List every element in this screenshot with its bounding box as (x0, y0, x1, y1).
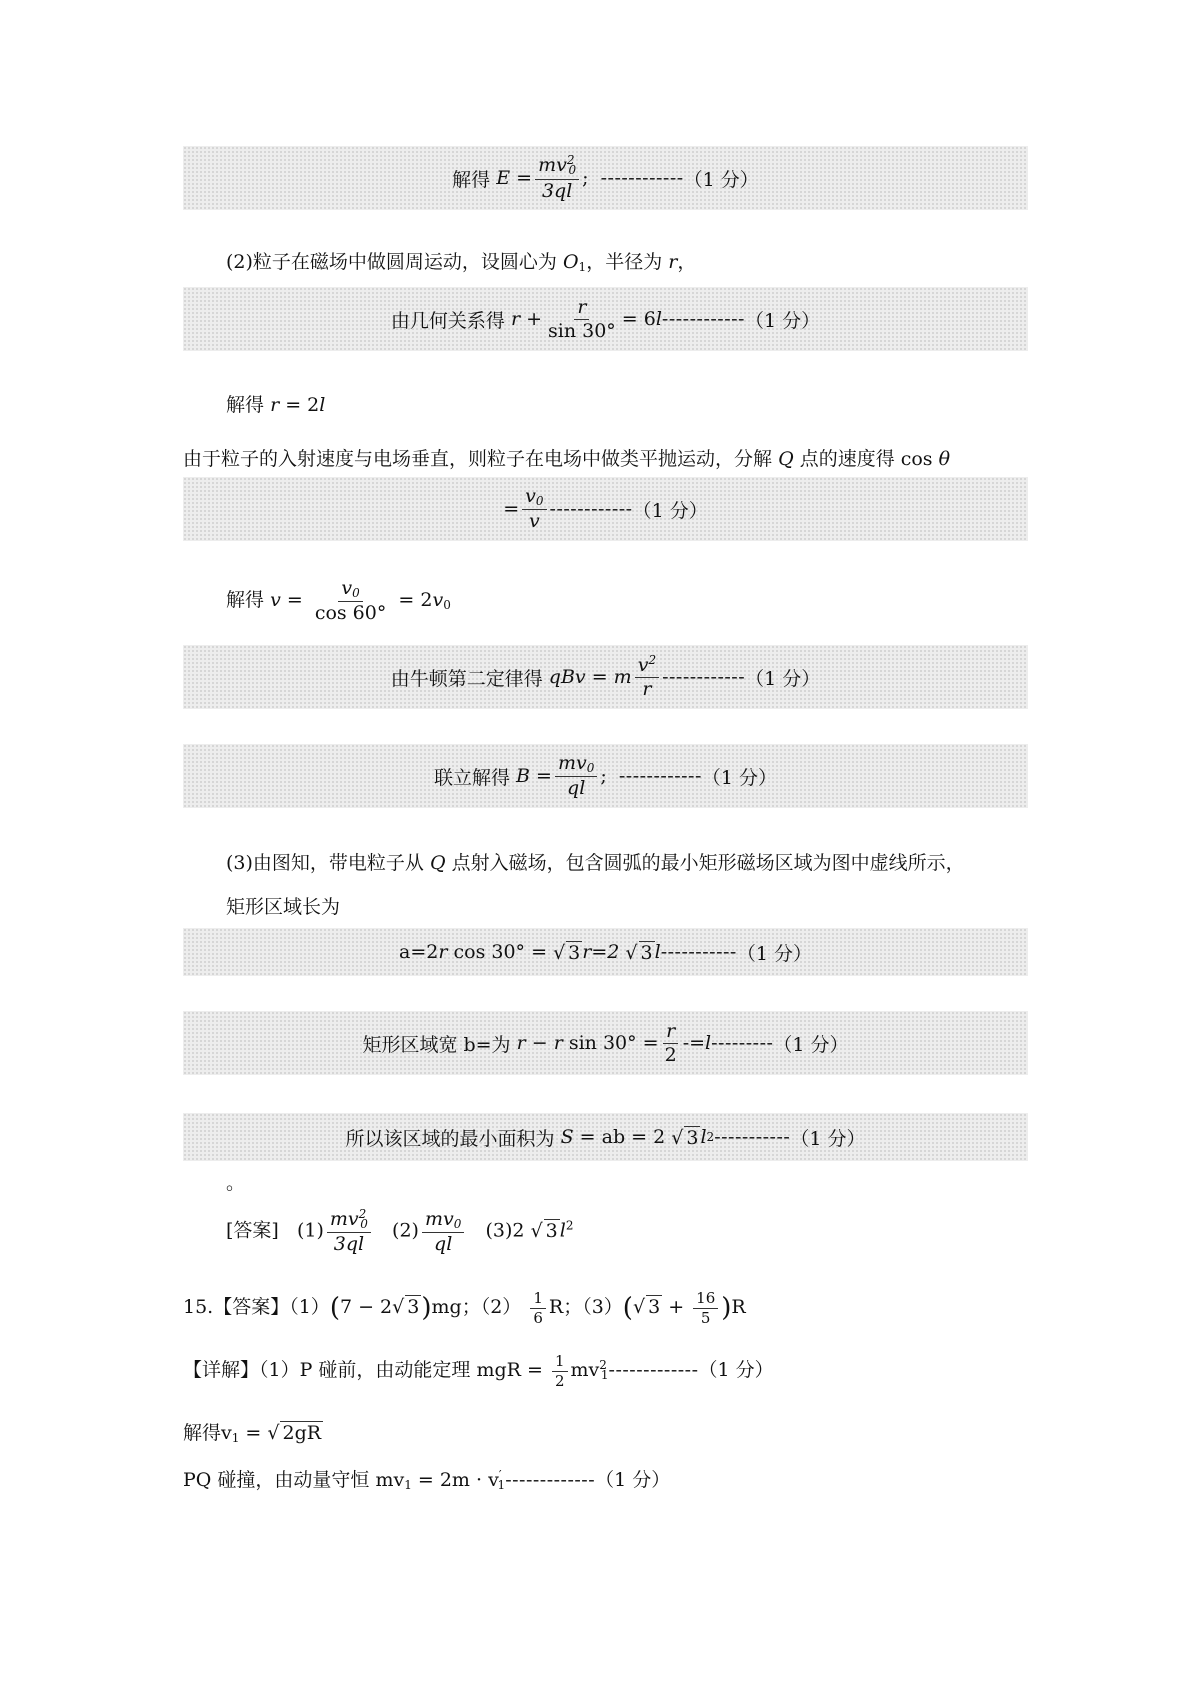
fraction (662, 1021, 680, 1066)
prime: ′ (498, 1468, 502, 1482)
den: r (642, 678, 652, 700)
answer-15-line (183, 1290, 746, 1326)
eq: = (516, 167, 533, 189)
v: v (432, 589, 444, 612)
rad: 3 (640, 941, 653, 964)
solution-line-newton (183, 645, 1028, 709)
m: m (613, 666, 632, 688)
dash: --------- (711, 1032, 774, 1054)
l: l (654, 941, 661, 963)
score: （1 分） (736, 942, 812, 965)
dash: ----------- (714, 1126, 791, 1148)
text: 点射入磁场，包含圆弧的最小矩形磁场区域为图中虚线所示， (451, 852, 965, 874)
sub: 0 (586, 760, 595, 775)
num: r (574, 297, 589, 320)
fraction (552, 1353, 568, 1389)
r: r (438, 941, 448, 963)
text: 。 (226, 1172, 246, 1194)
solution-line-length (183, 928, 1028, 976)
sqrt: √ 3 (632, 1296, 661, 1318)
text: (2) (392, 1219, 419, 1242)
fraction (545, 297, 619, 342)
qBv: qBv (548, 666, 586, 688)
den: 5 (700, 1308, 711, 1327)
text: 联立解得 (433, 766, 510, 789)
sub: 1 (497, 1478, 506, 1492)
text: 解得 (452, 168, 491, 191)
fraction (635, 654, 659, 700)
den: 3ql (541, 179, 573, 202)
score: （1 分） (698, 1359, 774, 1381)
text: 矩形区域宽 b=为 (362, 1033, 511, 1056)
semi: ; (600, 765, 607, 787)
Q: Q (429, 852, 446, 874)
dash: ------------ (600, 167, 684, 189)
sub: 1 (404, 1478, 412, 1492)
score: （1 分） (595, 1469, 671, 1491)
solution-line-area (183, 1113, 1028, 1161)
v: v (270, 589, 281, 612)
den: 6 (533, 1308, 543, 1327)
fraction (530, 1290, 546, 1326)
sup: 2 (648, 653, 657, 668)
sin: sin 30° = (568, 1032, 659, 1054)
sqrt: √ 3 (530, 1219, 558, 1242)
text: 解得v (183, 1422, 232, 1444)
S: S (560, 1126, 574, 1148)
sub: 1 (578, 260, 587, 274)
rad: 3 (407, 1296, 420, 1318)
text-line (226, 1168, 245, 1195)
text: 【详解】（1）P 碰前，由动能定理 mgR = (183, 1359, 543, 1381)
var-E: E (496, 167, 511, 189)
dash: ------------ (662, 666, 746, 688)
den: v (528, 510, 540, 533)
den: ql (567, 777, 586, 800)
den: 2 (554, 1371, 565, 1390)
text: 所以该区域的最小面积为 (345, 1127, 555, 1150)
fraction (312, 578, 390, 624)
eq: = 6 (621, 308, 656, 330)
paren: ) (421, 1293, 432, 1323)
score: （1 分） (745, 667, 821, 690)
eq: =2 (591, 941, 620, 963)
text: a=2 (399, 941, 439, 963)
num: 1 (552, 1353, 568, 1372)
eq: = (239, 1422, 268, 1444)
cos: cos 30° = (453, 941, 548, 963)
sub: 1 (231, 1431, 240, 1445)
rad: 2gR (282, 1422, 322, 1444)
r: r (582, 941, 592, 963)
text: 解得 (226, 589, 265, 612)
rad: 3 (648, 1296, 661, 1318)
text-line (226, 848, 965, 875)
sub: 0 (568, 163, 577, 178)
l: l (655, 308, 662, 330)
dash: ------------ (549, 498, 633, 520)
score: （1 分） (773, 1033, 849, 1056)
detail-line (183, 1353, 774, 1389)
eq: = 2 (285, 394, 320, 416)
text: R (731, 1296, 746, 1318)
num: 1 (530, 1290, 546, 1309)
text-line (183, 444, 950, 471)
fraction (327, 1208, 371, 1255)
eq: = (286, 589, 303, 612)
solution-line-cos (183, 477, 1028, 541)
den: sin 30° (548, 319, 616, 342)
num: mv (557, 751, 587, 774)
eq: = (591, 666, 608, 688)
sup: 2 (599, 1358, 607, 1372)
dash: ----------- (660, 941, 737, 963)
text: = 2m · v (411, 1469, 499, 1491)
dash: ------------ (618, 765, 702, 787)
l: l (319, 394, 326, 416)
num: v (637, 654, 649, 677)
num: r (663, 1021, 678, 1044)
text: ，半径为 (586, 251, 663, 273)
text: (2)粒子在磁场中做圆周运动，设圆心为 (226, 251, 557, 273)
l: l (700, 1126, 707, 1148)
answer-label: [答案] (226, 1219, 279, 1242)
text: 15.【答案】（1） (183, 1296, 330, 1318)
dash: ------------- (608, 1359, 699, 1381)
solution-line-geometry (183, 287, 1028, 351)
sqrt: √ 3 (553, 941, 581, 964)
sup: 2 (358, 1207, 367, 1221)
text-line (226, 247, 696, 274)
text-line (226, 892, 340, 919)
text-line (226, 390, 325, 417)
B: B (516, 765, 530, 787)
text-line (226, 578, 451, 624)
sub: 1 (600, 1368, 609, 1382)
solution-line-E (183, 146, 1028, 210)
sup: 2 (565, 1218, 574, 1233)
paren: ( (329, 1293, 340, 1323)
text: (3)2 (485, 1219, 525, 1242)
num: mv (424, 1207, 454, 1230)
text: PQ 碰撞，由动量守恒 mv (183, 1469, 405, 1491)
text: 7 − 2 (339, 1296, 393, 1318)
text: 解得 (226, 394, 265, 416)
dash: ------------- (505, 1469, 596, 1491)
r: r (510, 308, 521, 330)
sub: 0 (360, 1217, 368, 1231)
text: mg；（2） (431, 1296, 522, 1318)
fraction (522, 486, 546, 532)
fraction (693, 1290, 718, 1326)
theta: θ (938, 448, 951, 470)
sup: 2 (706, 1130, 715, 1144)
fraction (422, 1209, 464, 1255)
sup: 2 (566, 153, 575, 168)
solution-line-B (183, 744, 1028, 808)
r: r (668, 251, 678, 273)
text: R；（3） (548, 1296, 623, 1318)
text: (1) (296, 1219, 324, 1242)
eq: = 2 (398, 589, 433, 612)
score: （1 分） (701, 766, 778, 789)
den: 2 (664, 1043, 677, 1066)
text: (3)由图知，带电粒子从 (226, 852, 424, 874)
answer-line (226, 1208, 573, 1255)
paren: ( (622, 1293, 633, 1323)
score: （1 分） (744, 309, 821, 332)
text: mv (570, 1359, 600, 1381)
den: ql (434, 1232, 453, 1255)
text: -= (682, 1032, 706, 1054)
num: mv (329, 1208, 359, 1230)
score: （1 分） (683, 168, 759, 191)
score: （1 分） (790, 1127, 866, 1150)
sub: 0 (443, 598, 451, 613)
l: l (559, 1219, 566, 1242)
eq: = (503, 498, 520, 520)
num: v (341, 577, 353, 599)
fraction (555, 753, 597, 799)
Q: Q (778, 448, 794, 470)
sqrt: √ 3 (392, 1296, 420, 1318)
num: mv (538, 154, 567, 177)
O: O (562, 251, 579, 273)
rad: 3 (545, 1219, 558, 1242)
sub: 0 (352, 586, 360, 600)
text: 由牛顿第二定律得 (390, 667, 543, 690)
solution-line-width (183, 1011, 1028, 1075)
r: r (553, 1032, 563, 1054)
sqrt: √ 3 (625, 941, 653, 964)
semi: ; (582, 167, 589, 189)
den: cos 60° (314, 602, 387, 625)
minus: − (531, 1032, 548, 1054)
plus: + (526, 308, 542, 330)
score: （1 分） (632, 499, 708, 522)
sqrt: √ 2gR (267, 1422, 322, 1444)
dash: ------------ (661, 308, 745, 330)
sub: 0 (535, 493, 544, 508)
eq: = ab = 2 (579, 1126, 666, 1148)
text-line (183, 1418, 323, 1445)
eq: = (536, 765, 552, 787)
paren: ) (721, 1293, 732, 1323)
rad: 3 (568, 941, 581, 964)
r: r (516, 1032, 526, 1054)
sub: 0 (453, 1216, 462, 1231)
rad: 3 (686, 1126, 699, 1149)
num: v (525, 484, 536, 507)
l: l (705, 1032, 712, 1054)
plus: + (662, 1296, 691, 1318)
den: 3ql (333, 1233, 365, 1256)
text: 由几何关系得 (390, 309, 505, 332)
text: 由于粒子的入射速度与电场垂直，则粒子在电场中做类平抛运动，分解 (183, 448, 773, 470)
comma: ， (677, 251, 697, 273)
text-line (183, 1465, 670, 1492)
fraction (535, 154, 579, 201)
sqrt: √ 3 (671, 1126, 699, 1149)
r: r (270, 394, 280, 416)
text: 点的速度得 cos (799, 448, 933, 470)
text: 矩形区域长为 (226, 896, 341, 918)
num: 16 (693, 1290, 718, 1309)
